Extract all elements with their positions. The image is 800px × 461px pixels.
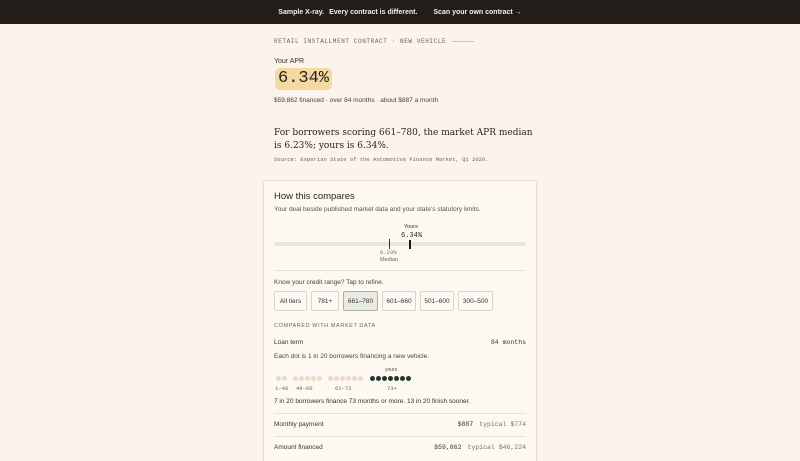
tier-all[interactable]: All tiers	[274, 291, 307, 311]
contract-type-label: RETAIL INSTALLMENT CONTRACT · NEW VEHICLE	[274, 38, 447, 45]
top-banner	[0, 0, 800, 24]
yours-marker	[409, 240, 411, 249]
yours-label: Yours	[404, 224, 418, 230]
monthly-payment-typical: typical $774	[479, 421, 526, 428]
tier-781-plus[interactable]: 781+	[311, 291, 339, 311]
borrower-dot	[299, 376, 304, 381]
loan-term-summary: 7 in 20 borrowers finance 73 months or more. 13 in 20 finish sooner.	[274, 398, 471, 405]
tier-661-780[interactable]: 661–780	[343, 291, 378, 311]
tier-501-600[interactable]: 501–600	[420, 291, 454, 311]
borrower-dot	[394, 376, 399, 381]
borrower-dot	[346, 376, 351, 381]
amount-financed-label: Amount financed	[274, 444, 323, 451]
apr-scale-track	[274, 242, 526, 246]
divider	[274, 436, 526, 437]
loan-summary: $59,862 financed · over 84 months · about $887 a month	[274, 97, 439, 104]
market-comparison-headline: For borrowers scoring 661–780, the market APR median is 6.23%; yours is 6.34%.	[274, 128, 533, 151]
borrower-dot	[358, 376, 363, 381]
median-value: 6.23%	[380, 249, 397, 256]
credit-range-prompt: Know your credit range? Tap to refine.	[274, 279, 384, 286]
eyebrow-rule	[452, 41, 474, 42]
borrower-dot	[388, 376, 393, 381]
section-eyebrow: COMPARED WITH MARKET DATA	[274, 323, 376, 329]
borrower-dot	[340, 376, 345, 381]
loan-term-label: Loan term	[274, 339, 304, 346]
source-citation: Source: Experian State of the Automotive Finance Market, Q1 2026.	[274, 156, 489, 163]
borrower-dot	[317, 376, 322, 381]
dot-legend-note: Each dot is 1 in 20 borrowers financing a new vehicle.	[274, 353, 430, 360]
borrower-dot	[328, 376, 333, 381]
amount-financed-typical: typical $46,224	[467, 444, 526, 451]
contract-type-eyebrow	[274, 38, 474, 45]
borrower-dot	[282, 376, 287, 381]
tier-601-660[interactable]: 601–660	[382, 291, 416, 311]
monthly-payment-values	[458, 421, 526, 428]
borrower-dot	[370, 376, 375, 381]
borrower-dot	[382, 376, 387, 381]
borrower-dot	[293, 376, 298, 381]
median-label: Median	[380, 257, 399, 263]
borrower-dot	[334, 376, 339, 381]
apr-label: Your APR	[274, 58, 305, 65]
borrower-dot	[400, 376, 405, 381]
apr-scale	[274, 222, 526, 266]
borrower-dot	[352, 376, 357, 381]
monthly-payment-value: $887	[457, 421, 474, 428]
yours-dot-label: yours	[385, 367, 398, 373]
divider	[274, 413, 526, 414]
borrower-dot	[276, 376, 281, 381]
borrower-dot	[311, 376, 316, 381]
borrower-dot	[376, 376, 381, 381]
dot-group-label: 49–60	[296, 385, 313, 392]
yours-value: 6.34%	[401, 232, 423, 240]
dot-group-label: 73+	[387, 385, 397, 392]
loan-term-value: 84 months	[490, 339, 526, 346]
banner-sample-text: Sample X-ray.	[278, 8, 325, 16]
tier-300-500[interactable]: 300–500	[458, 291, 493, 311]
borrower-dot	[305, 376, 310, 381]
divider	[274, 270, 526, 271]
apr-value: 6.34%	[275, 68, 332, 90]
card-subtitle: Your deal beside published market data and your state's statutory limits.	[274, 206, 481, 213]
amount-financed-values	[434, 444, 526, 451]
dot-group-label: 1–48	[275, 385, 289, 392]
monthly-payment-label: Monthly payment	[274, 421, 324, 428]
median-tick	[389, 239, 390, 249]
credit-tier-selector	[274, 291, 497, 311]
amount-financed-value: $59,862	[434, 444, 462, 451]
borrower-dot	[406, 376, 411, 381]
dot-group-label: 61–72	[335, 385, 352, 392]
scan-contract-link[interactable]: Scan your own contract →	[433, 8, 522, 16]
banner-tagline: Every contract is different.	[329, 8, 418, 16]
card-title: How this compares	[274, 191, 355, 202]
